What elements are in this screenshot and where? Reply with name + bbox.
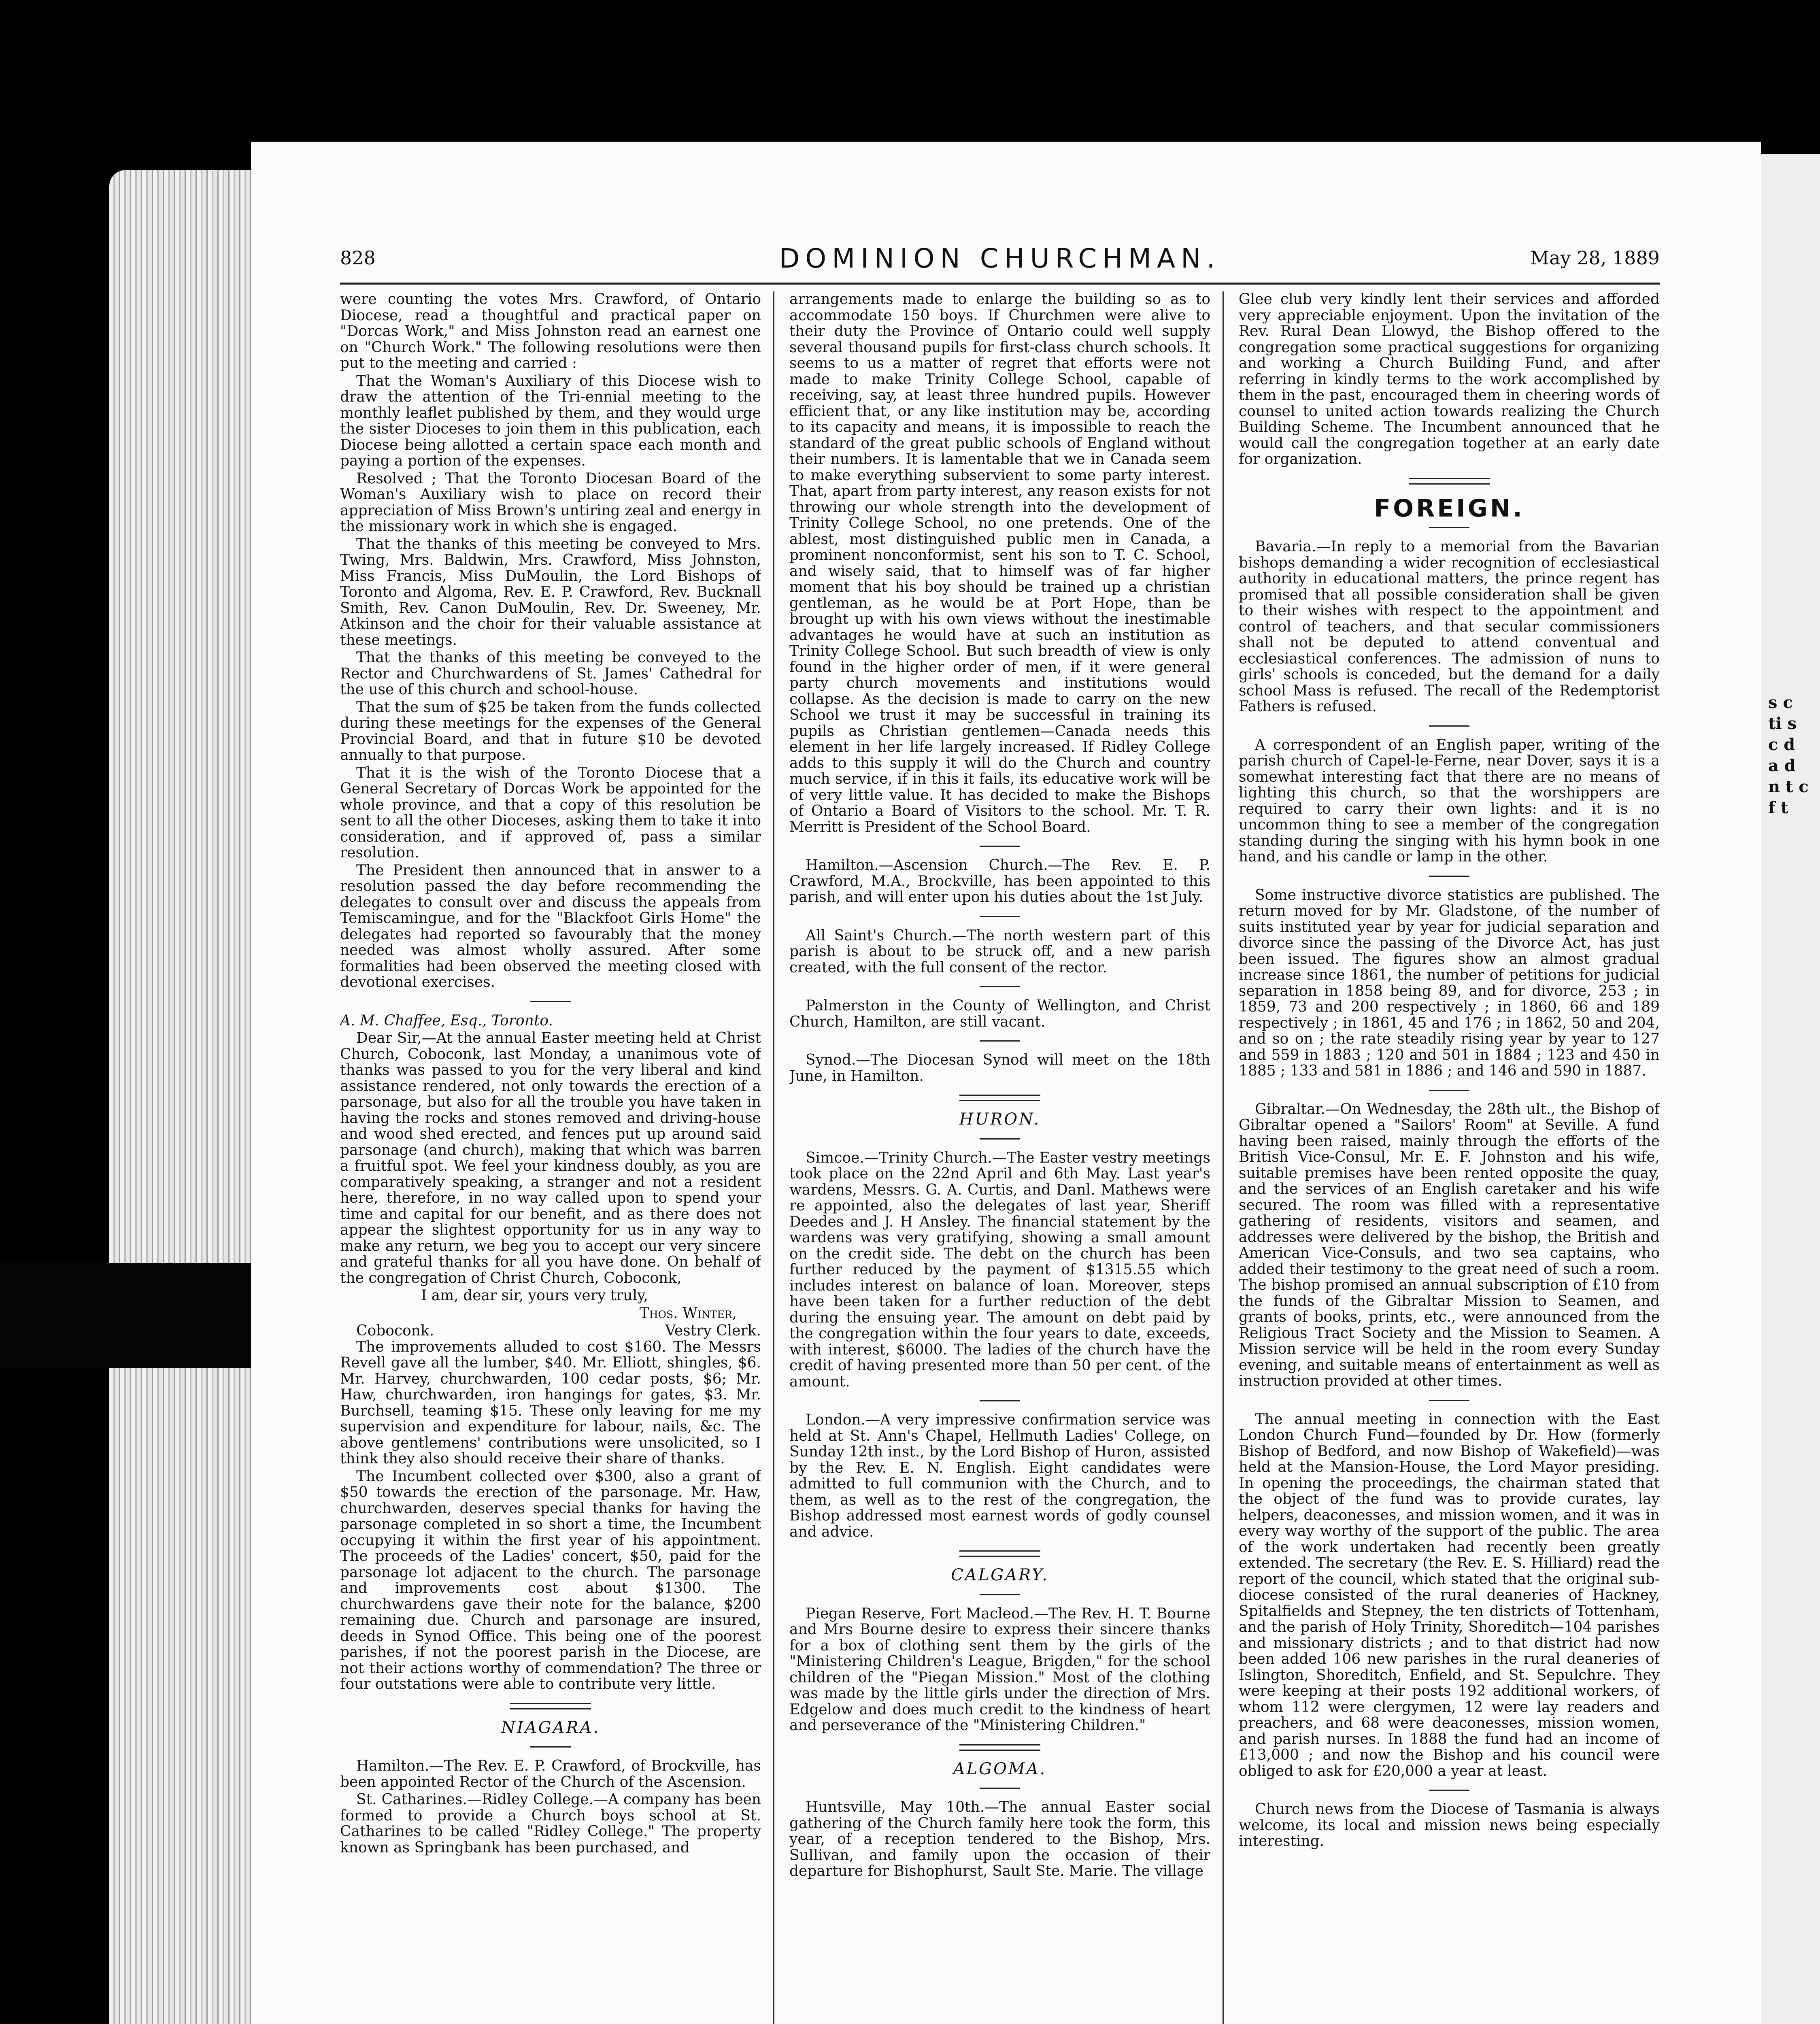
- paragraph: Synod.—The Diocesan Synod will meet on the 18th June, in Hamilton.: [789, 1052, 1210, 1084]
- paragraph: Hamilton.—Ascension Church.—The Rev. E. P. Crawford, M.A., Brockville, has been appointed to this parish, and will enter upon his duties about the 1st July.: [789, 857, 1210, 906]
- section-heading-foreign: FOREIGN.: [1374, 494, 1524, 523]
- paragraph: were counting the votes Mrs. Crawford, of Ontario Diocese, read a thoughtful and practical paper on "Dorcas Work," and Miss Johnston read an earnest one on "Church Work." The following resolutions were then put to the meeting and carried :: [340, 291, 761, 372]
- section-separator: [959, 1550, 1040, 1557]
- facing-page-edge: [1761, 154, 1820, 2024]
- paragraph: St. Catharines.—Ridley College.—A company has been formed to provide a Church boys school at St. Catharines to be called "Ridley College." The property known as Springbank has been purchased, and: [340, 1791, 761, 1856]
- letter-closing: I am, dear sir, yours very truly,: [421, 1287, 648, 1304]
- masthead: DOMINION CHURCHMAN.: [779, 243, 1221, 274]
- section-separator: [530, 1001, 571, 1002]
- section-separator: [959, 1095, 1040, 1101]
- section-separator: [510, 1703, 591, 1709]
- paragraph: Gibraltar.—On Wednesday, the 28th ult., the Bishop of Gibraltar opened a "Sailors' Room" at Seville. A fund having been raised, mainly through the efforts of the British Vice-Consul, Mr. E. F. Johnston and his wife, suitable premises have been rented opposite the quay, and the services of an English caretaker and his wife secured. The room was filled with a representative gathering of residents, visitors and seamen, and addresses were delivered by the bishop, the British and American Vice-Consuls, and two sea captains, who added their testimony to the great need of such a room. The bishop promised an annual subscription of £10 from the funds of the Gibraltar Mission to Seamen, and grants of books, prints, etc., were announced from the Religious Tract Society and the Mission to Seamen. A Mission service will be held in the room every Sunday evening, and suitable means of entertainment as well as instruction provided at other times.: [1239, 1101, 1660, 1389]
- paragraph: Glee club very kindly lent their services and afforded very appreciable enjoyment. Upon the invitation of the Rev. Rural Dean Llowyd, the Bishop offered to the congregation some practical suggestions for organizing and working a Church Building Fund, and after referring in kindly terms to the work accomplished by them in the past, encouraged them in cheering words of counsel to united action towards realizing the Church Building Scheme. The Incumbent announced that he would call the congregation together at an early date for organization.: [1239, 291, 1660, 468]
- section-separator: [980, 1400, 1020, 1401]
- paragraph: arrangements made to enlarge the building so as to accommodate 150 boys. If Churchmen were alive to their duty the Province of Ontario could well supply several thousand pupils for first-class church schools. It seems to us a matter of regret that efforts were not made to make Trinity College School, capable of receiving, say, at least three hundred pupils. However efficient that, or any like institution may be, according to its capacity and means, it is impossible to reach the standard of the great public schools of England without their numbers. It is lamentable that we in Canada seem to make everything subservient to some party interest. That, apart from party interest, any reason exists for not throwing our whole strength into the development of Trinity College School, no one pretends. One of the ablest, most distinguished public men in Canada, a prominent nonconformist, sent his son to T. C. School, and wisely said, that to himself was of far higher moment that his boy should be trained up a christian gentleman, as he would be at Port Hope, than be brought up with his own views without the inestimable advantages he would have at such an institution as Trinity College School. But such breadth of view is only found in the higher order of men, if it were general party church movements and institutions would collapse. As the decision is made to carry on the new School we trust it may be successful in training its pupils as Christian gentlemen—Canada needs this element in her life largely increased. If Ridley College adds to this supply it will do the Church and country much service, if in this it fails, its educative work will be of very little value. It has decided to make the Bishops of Ontario a Board of Visitors to the school. Mr. T. R. Merritt is President of the School Board.: [789, 291, 1210, 836]
- section-separator: [980, 986, 1020, 987]
- column-1: [340, 291, 761, 2024]
- section-separator: [1429, 725, 1469, 727]
- paragraph: Some instructive divorce statistics are published. The return moved for by Mr. Gladstone, of the number of suits instituted year by year for judicial separation and divorce since the passing of the Divorce Act, has just been issued. The figures show an almost gradual increase since 1861, the number of petitions for judicial separation in 1858 being 89, and for divorce, 253 ; in 1859, 73 and 200 respectively ; in 1860, 66 and 189 respectively ; in 1861, 45 and 176 ; in 1862, 50 and 204, and so on ; the rate steadily rising year by year to 127 and 559 in 1883 ; 120 and 501 in 1884 ; 123 and 450 in 1885 ; 133 and 581 in 1886 ; and 146 and 590 in 1887.: [1239, 887, 1660, 1079]
- book-page-stack: [109, 170, 255, 2024]
- section-heading-niagara: NIAGARA.: [501, 1718, 600, 1737]
- section-separator: [1409, 478, 1490, 485]
- section-heading-huron: HURON.: [959, 1110, 1041, 1129]
- section-separator: [980, 1788, 1020, 1789]
- paragraph: The Incumbent collected over $300, also a grant of $50 towards the erection of the parsonage. Mr. Haw, churchwarden, deserves special thanks for having the parsonage completed in so short a time, the Incumbent occupying it within the first year of his appointment. The proceeds of the Ladies' concert, $50, paid for the parsonage lot adjacent to the church. The parsonage and improvements cost about $1300. The churchwardens gave their note for the balance, $200 remaining due. Church and parsonage are insured, deeds in Synod Office. This being one of the poorest parishes, if not the poorest parish in the Diocese, are not their actions worthy of commendation? The three or four outstations were able to contribute very little.: [340, 1468, 761, 1692]
- paragraph: Bavaria.—In reply to a memorial from the Bavarian bishops demanding a wider recognition of ecclesiastical authority in educational matters, the prince regent has promised that all possible consideration shall be given to their wishes with respect to the appointment and control of teachers, and that secular commissioners shall not be deputed to attend conventual and ecclesiastical conferences. The admission of nuns to girls' schools is conceded, but the demand for a daily school Mass is refused. The recall of the Redemptorist Fathers is refused.: [1239, 538, 1660, 715]
- section-separator: [980, 1594, 1020, 1595]
- header-rule: [340, 283, 1660, 285]
- column-divider: [773, 291, 774, 2024]
- section-heading-calgary: CALGARY.: [951, 1566, 1049, 1584]
- resolution: That the thanks of this meeting be conveyed to Mrs. Twing, Mrs. Baldwin, Mrs. Crawford, Miss Johnston, Miss Francis, Miss DuMoulin, the Lord Bishops of Toronto and Algoma, Rev. E. P. Crawford, Rev. Bucknall Smith, Rev. Canon DuMoulin, Rev. Dr. Sweeney, Mr. Atkinson and the choir for their valuable assistance at these meetings.: [340, 536, 761, 648]
- section-separator: [530, 1746, 571, 1748]
- paragraph: A correspondent of an English paper, writing of the parish church of Capel-le-Ferne, near Dover, says it is a somewhat interesting fact that there are no means of lighting this church, so that the worshippers are required to carry their own lights: and it is no uncommon thing to see a member of the congregation standing during the singing with his hymn book in one hand, and his candle or lamp in the other.: [1239, 736, 1660, 865]
- section-separator: [980, 916, 1020, 917]
- paragraph: Simcoe.—Trinity Church.—The Easter vestry meetings took place on the 22nd April and 6th May. Last year's wardens, Messrs. G. A. Curtis, and Danl. Mathews were re appointed, also the delegates of last year, Sheriff Deedes and J. H Ansley. The financial statement by the wardens was very gratifying, showing a small amount on the credit side. The debt on the church has been further reduced by the payment of $1315.55 which includes interest on balance of loan. Moreover, steps have been taken for a further reduction of the debt during the ensuing year. The amount on debt paid by the congregation within the four years to date, exceeds, with interest, $6000. The ladies of the church have the credit of having presented more than 50 per cent. of the amount.: [789, 1149, 1210, 1390]
- paragraph: Church news from the Diocese of Tasmania is always welcome, its local and mission news being especially interesting.: [1239, 1801, 1660, 1850]
- section-separator: [980, 1138, 1020, 1140]
- resolution: That the sum of $25 be taken from the funds collected during these meetings for the expenses of the General Provincial Board, and that in future $10 be devoted annually to that purpose.: [340, 699, 761, 763]
- paragraph: London.—A very impressive confirmation service was held at St. Ann's Chapel, Hellmuth Ladies' College, on Sunday 12th inst., by the Lord Bishop of Huron, assisted by the Rev. E. N. English. Eight candidates were admitted to full communion with the Church, and to them, as well as to the rest of the congregation, the Bishop addressed most earnest words of godly counsel and advice.: [789, 1412, 1210, 1540]
- column-divider: [1223, 291, 1224, 2024]
- section-separator: [1429, 876, 1469, 877]
- section-heading-algoma: ALGOMA.: [953, 1759, 1047, 1778]
- section-separator: [1429, 527, 1469, 528]
- section-separator: [980, 1040, 1020, 1042]
- letter-title: Vestry Clerk.: [665, 1322, 761, 1339]
- section-separator: [980, 846, 1020, 847]
- letter-place: Coboconk.: [356, 1322, 434, 1339]
- paragraph: Piegan Reserve, Fort Macleod.—The Rev. H. T. Bourne and Mrs Bourne desire to express their sincere thanks for a box of clothing sent them by the girls of the "Ministering Children's League, Brigden," for the school children of the "Piegan Mission." Most of the clothing was made by the little girls under the direction of Mrs. Edgelow and does much credit to the kindness of heart and perseverance of the "Ministering Children.": [789, 1605, 1210, 1734]
- letter-addressee: A. M. Chaffee, Esq., Toronto.: [340, 1012, 553, 1029]
- resolution: That it is the wish of the Toronto Diocese that a General Secretary of Dorcas Work be appointed for the whole province, and that a copy of this resolution be sent to all the other Dioceses, asking them to take it into consideration, and if approved of, pass a similar resolution.: [340, 764, 761, 861]
- section-separator: [959, 1744, 1040, 1751]
- section-separator: [1429, 1790, 1469, 1791]
- running-head: [340, 243, 1660, 279]
- paragraph: The President then announced that in answer to a resolution passed the day before recommending the delegates to consult over and discuss the appeals from Temiscamingue, and for the "Blackfoot Girls Home" the delegates had reported so favourably that the money needed was almost wholly assured. After some formalities had been observed the meeting closed with devotional exercises.: [340, 862, 761, 991]
- paragraph: Huntsville, May 10th.—The annual Easter social gathering of the Church family here took the form, this year, of a reception tendered to the Bishop, Mrs. Sullivan, and family upon the occasion of their departure for Bishophurst, Sault Ste. Marie. The village: [789, 1799, 1210, 1879]
- facing-page-fragments: s c ti s c d a d n t c f t: [1768, 693, 1809, 817]
- letter-signer: Thos. Winter,: [639, 1305, 737, 1322]
- paragraph: Hamilton.—The Rev. E. P. Crawford, of Brockville, has been appointed Rector of the Church of the Ascension.: [340, 1758, 761, 1790]
- column-2: [789, 291, 1210, 2024]
- column-3: [1239, 291, 1660, 2024]
- paragraph: All Saint's Church.—The north western part of this parish is about to be struck off, and a new parish created, with the full consent of the rector.: [789, 927, 1210, 976]
- issue-date: May 28, 1889: [1530, 247, 1660, 269]
- section-separator: [1429, 1090, 1469, 1091]
- page-number: 828: [340, 247, 376, 269]
- section-separator: [1429, 1400, 1469, 1401]
- paragraph: Palmerston in the County of Wellington, and Christ Church, Hamilton, are still vacant.: [789, 997, 1210, 1030]
- letter-signature-line: [340, 1323, 761, 1339]
- resolution: That the Woman's Auxiliary of this Diocese wish to draw the attention of the Tri-ennial meeting to the monthly leaflet published by them, and they would urge the sister Dioceses to join them in this publication, each Diocese being allotted a certain space each month and paying a portion of the expenses.: [340, 372, 761, 469]
- letter-body: Dear Sir,—At the annual Easter meeting held at Christ Church, Coboconk, last Monday, a unanimous vote of thanks was passed to you for the very liberal and kind assistance rendered, not only towards the erection of a parsonage, but also for all the trouble you have taken in having the rocks and stones removed and driving-house and wood shed erected, and fences put up around said parsonage (and church), making that which was barren a fruitful spot. We feel your kindness doubly, as you are comparatively speaking, a stranger and not a resident here, therefore, in no way called upon to spend your time and capital for our benefit, and as there does not appear the slightest opportunity for us in any way to make any return, we beg you to accept our very sincere and grateful thanks for all you have done. On behalf of the congregation of Christ Church, Coboconk,: [340, 1030, 761, 1286]
- resolution: That the thanks of this meeting be conveyed to the Rector and Churchwardens of St. James' Cathedral for the use of this church and school-house.: [340, 649, 761, 698]
- paragraph: The annual meeting in connection with the East London Church Fund—founded by Dr. How (formerly Bishop of Bedford, and now Bishop of Wakefield)—was held at the Mansion-House, the Lord Mayor presiding. In opening the proceedings, the chairman stated that the object of the fund was to provide curates, lay helpers, deaconesses, and mission women, and it was in every way worthy of the support of the public. The area of the work undertaken had recently been greatly extended. The secretary (the Rev. E. S. Hilliard) read the report of the council, which stated that the original sub-diocese consisted of the rural deaneries of Hackney, Spitalfields and Stepney, the ten districts of Tottenham, and the parish of Holy Trinity, Shoreditch—104 parishes and missionary districts ; and to that district had now been added 106 new parishes in the rural deaneries of Islington, Shoreditch, Enfield, and St. Sepulchre. They were keeping at their posts 192 additional workers, of whom 112 were clergymen, 12 were lay readers and preachers, and 68 were deaconesses, mission women, and parish nurses. In 1888 the fund had an income of £13,000 ; and now the Bishop and his council were obliged to ask for £20,000 a year at least.: [1239, 1411, 1660, 1780]
- resolution: Resolved ; That the Toronto Diocesan Board of the Woman's Auxiliary wish to place on record their appreciation of Miss Brown's untiring zeal and energy in the missionary work in which she is engaged.: [340, 470, 761, 535]
- paragraph: The improvements alluded to cost $160. The Messrs Revell gave all the lumber, $40. Mr. Elliott, shingles, $6. Mr. Harvey, churchwarden, 100 cedar posts, $6; Mr. Haw, churchwarden, iron hangings for gates, $3. Mr. Burchsell, teaming $15. These only leaving for me my supervision and expenditure for labour, nails, &c. The above gentlemens' contributions were unsolicited, so I think they also should receive their share of thanks.: [340, 1338, 761, 1467]
- newspaper-page: [251, 142, 1761, 2024]
